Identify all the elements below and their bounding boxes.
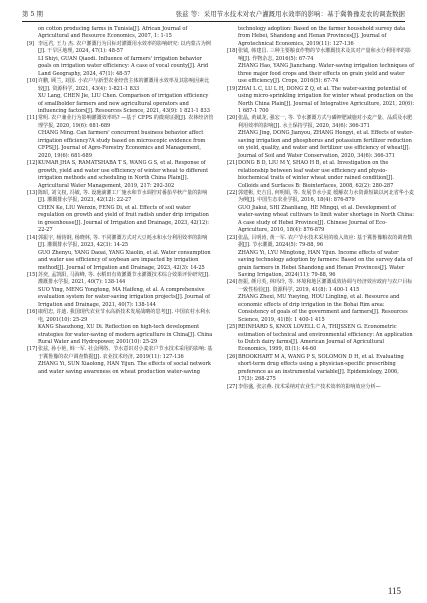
reference-text: 张兹, 孙小艳, 韩一军. 社会网络、节水意识对小麦农户节水技术采用的影响: 基于冀鲁豫的农户调查数据[J]. 农业技术经济, 2019(11): 127-136 xyxy=(38,346,213,360)
reference-number xyxy=(227,294,238,324)
reference-entry xyxy=(27,130,214,160)
reference-entry xyxy=(227,324,414,354)
reference-text: ZHAI L C, LU L H, DONG Z Q, et al. The water-saving potential of using micro-sprinkling irrigation for winter wheat production on the North China Plain[J]. Journal of Integrative Agriculture, 2021, 20(6): 1 687-1 700 xyxy=(238,85,414,114)
reference-number: [12] xyxy=(27,160,38,167)
reference-number: [11] xyxy=(27,115,38,122)
reference-text: GUO Zhenyu, YANG Daoai, YANG Xiaolin, et al. Water consumption and water use efficiency of soybean are impacted by irrigation method[J]. Journal of Irrigation and Drainage, 2023, 42(3): 14-25 xyxy=(38,249,211,271)
reference-entry xyxy=(227,130,414,160)
reference-number xyxy=(27,26,38,41)
reference-number xyxy=(227,63,238,85)
reference-entry xyxy=(27,115,214,130)
reference-number: [9] xyxy=(27,40,35,47)
running-header xyxy=(22,10,405,18)
reference-number xyxy=(27,93,38,115)
reference-entry xyxy=(27,346,214,361)
reference-number: [13] xyxy=(27,189,38,196)
reference-entry xyxy=(27,190,214,205)
reference-entry xyxy=(27,324,214,346)
reference-entry xyxy=(27,272,214,287)
reference-number: [25] xyxy=(227,324,238,331)
reference-text: 詹振, 颜月英, 林玛玲, 等. 环境和地区灌溉成效协调与经济效应政府与农户目标一致性检验[J]. 资源科学, 2019, 41(8): 1 400-1 415 xyxy=(238,279,413,293)
reference-number xyxy=(227,205,238,235)
reference-text: ZHANG Yi, SUN Xiaolong, HAN Yijun. The effects of social network and water saving awareness on wheat production water-saving xyxy=(38,361,211,375)
reference-number: [19] xyxy=(227,85,238,92)
reference-number xyxy=(27,287,38,309)
reference-text: LI Shiyi, GUAN Qiaodi. Influence of farmers' irrigation behavior goals on irrigation water efficiency: A case of vocal county[J]. Arid Land Geography, 2024, 47(1): 48-57 xyxy=(38,55,209,77)
reference-text: SUO Ying, MENG Yongtong, MA Haifeng, et al. A comprehensive evaluation system for water-saving irrigation projects[J]. Journal of Irrigation and Drainage, 2021, 40(7): 138-144 xyxy=(38,286,211,308)
reference-text: GUO Jiakui, SHI Zhanliang, HE Mingqi, et al. Development of water-saving wheat cultivars to limit water shortage in North China: A case study of Hebei Province[J]. Chinese Journal of Eco-Agriculture, 2010, 18(4): 876-879 xyxy=(238,204,414,234)
reference-text: DONG B D, LIU M Y, SHAO H B, et al. Investigation on the relationship between leaf water use efficiency and physio-biochemical traits of winter wheat under rained condition[J]. Colloids and Surfaces B: Biointerfaces, 2008, 62(2): 280-287 xyxy=(238,160,394,189)
reference-text: 郭建彬, 史吉昌, 何明娟, 等. 发展节水小麦 缓解农力水资源短缺以河北省华小麦为例[J]. 中国生态农业学报, 2016, 18(4): 876-879 xyxy=(238,189,414,204)
reference-entry xyxy=(227,235,414,250)
reference-number: [10] xyxy=(27,78,38,85)
reference-entry xyxy=(27,56,214,78)
reference-entry xyxy=(227,384,414,391)
reference-number xyxy=(27,324,38,346)
reference-text: REINHARD S, KNOX LOVELL C A, THIJSSEN G. Econometric estimation of technical and environmental efficiency: An application to Dutch dairy farms[J]. American Journal of Agricultural Economics, 1999, 81(1): 44-60 xyxy=(238,324,413,353)
reference-text: CHANG Ming. Can farmers' concurrent business behavior affect irrigation efficiency?A study based on microscopic evidence from CFPS[J]. Journal of Agro-Forestry Economics and Management, 2020, 19(6): 681-689 xyxy=(38,130,206,159)
reference-text: 常明. 农户兼业行为影响灌溉效率吗? —基于 CFPS 的微观证据[J]. 农林经济管理学报, 2020, 19(6): 681-689 xyxy=(38,115,214,129)
reference-entry xyxy=(227,160,414,190)
reference-number xyxy=(27,361,38,376)
reference-entry xyxy=(27,26,214,41)
reference-text: KANG Shaozhong, XU Di. Reflection on high-tech development strategies for water-saving of modern agriculture in China[J]. China Rural Water and Hydropower, 2001(10): 25-29 xyxy=(38,324,213,346)
reference-text: 苏奕, 孟凯阳, 马海峰, 等. 水稻田有效灌溉节水灌溉技术综合效果评价研究[J]. 灌溉排水学报, 2021, 40(7): 138-144 xyxy=(38,271,210,286)
reference-number: [24] xyxy=(227,279,238,286)
reference-number xyxy=(227,130,238,160)
reference-entry xyxy=(27,250,214,272)
reference-entry xyxy=(227,115,414,130)
reference-number xyxy=(27,56,38,78)
reference-number: [16] xyxy=(27,309,38,316)
reference-entry xyxy=(27,287,214,309)
reference-text: ZHANG Jing, DONG Jianyou, ZHANG Hongyi, et al. Effects of water-saving irrigation and phosphorus and potassium fertilizer reduction on yield, quality, and water and fertilizer use efficiency of wheat[J]. Journal of Soil and Water Conservation, 2020, 34(6): 366-371 xyxy=(238,130,414,159)
running-title: 张兹 等：采用节水技术对农户灌溉用水效率的影响：基于冀鲁豫麦农的调查数据 xyxy=(175,10,405,18)
reference-number xyxy=(27,250,38,272)
reference-text: CHEN Ke, LIU Wenxin, FENG Di, et al. Effects of soil water regulation on growth and yield of fruit radish under drip irrigation in greenhouse[J]. Journal of Irrigation and Drainage, 2023, 42(12): 22-27 xyxy=(38,204,209,234)
reference-number: [27] xyxy=(227,383,238,390)
reference-entry xyxy=(227,354,414,384)
reference-column-left xyxy=(27,26,214,376)
reference-text: technology adoption: Based on the farmer household survey data from Hebei, Shandong and Henan Provinces[J]. Journal of Agrotechnical Economics, 2019(11): 127-136 xyxy=(238,26,406,47)
reference-number: [26] xyxy=(227,353,238,360)
reference-entry xyxy=(27,235,214,250)
reference-number: [20] xyxy=(227,115,238,122)
reference-entry xyxy=(27,160,214,190)
reference-entry xyxy=(227,63,414,85)
reference-entry xyxy=(227,86,414,116)
reference-entry xyxy=(227,190,414,205)
page-number: 115 xyxy=(387,586,401,596)
reference-text: BROOKHART M A, WANG P S, SOLOMON D H, et al. Evaluating short-term drug effects using a physician-specific prescribing preference as an instrumental variable[J]. Epidemiology, 2006, 17(3): 268-275 xyxy=(238,353,404,383)
reference-entry xyxy=(227,48,414,63)
reference-text: 张晶, 吕明涛, 黄一军. 农户节水技术采用的收入效应: 基于冀鲁豫粮农的调查数据[J]. 节水灌溉, 2024(5): 79-88, 96 xyxy=(238,234,413,249)
reference-entry xyxy=(27,205,214,235)
reference-text: ZHANG Zhexi, MU Yueying, HOU Lingling, et al. Resource and economic effects of drip irrigation in the Bohai Rim area: Consistency of goals of the government and farmers[J]. Resources Science, 2019, 41(8): 1 400-1 415 xyxy=(238,294,408,323)
reference-text: ZHANG Hao, YANG Jianchang. Water-saving irrigation techniques of three major food crops and their effects on grain yield and water use efficiency[J]. Crops, 2016(5): 67-74 xyxy=(238,63,414,85)
reference-entry xyxy=(227,205,414,235)
reference-text: 康绍忠, 许迪. 我国现代农业节水高新技术发展战略的思考[J]. 中国农村水利水电, 2001(10): 25-29 xyxy=(38,309,211,323)
reference-text: 李俗盛, 张宗燕. 技术采纳对农业生产技术效率的影响效应分析— xyxy=(238,383,381,390)
reference-entry xyxy=(227,279,414,294)
reference-number: [17] xyxy=(27,346,38,353)
reference-entry xyxy=(227,250,414,280)
reference-entry xyxy=(27,309,214,324)
reference-number xyxy=(227,250,238,280)
reference-number: [18] xyxy=(227,48,238,55)
reference-number: [23] xyxy=(227,234,238,241)
reference-entry xyxy=(27,93,214,115)
reference-entry xyxy=(27,41,214,56)
reference-number: [14] xyxy=(27,234,38,241)
reference-number: [22] xyxy=(227,189,238,196)
header-divider xyxy=(22,21,405,22)
reference-number xyxy=(27,130,38,160)
reference-text: on cotton producing farms in Tunisia[J]. African Journal of Agricultural and Resource Economics, 2007, 1: 1-15 xyxy=(38,26,188,40)
reference-entry xyxy=(227,294,414,324)
reference-text: KUMAR JHA S, RAMATSHABA T S, WANG G S, et al. Response of growth, yield and water use efficiency of winter wheat to different irrigation methods and scheduling in North China Plain[J]. Agricultural Water Management, 2019, 217: 292-302 xyxy=(38,160,209,189)
reference-text: 张晶, 黄斌龙, 强宏一, 等. 节水灌溉方式与磷钾肥减施对小麦产量、品质及水肥利用效率的影响[J]. 水土保持学报, 2020, 34(6): 366-371 xyxy=(238,115,413,129)
reference-number xyxy=(27,205,38,235)
reference-number: [15] xyxy=(27,271,38,278)
reference-entry xyxy=(227,26,414,48)
reference-entry xyxy=(27,361,214,376)
reference-number xyxy=(227,26,238,48)
issue-number: 第 5 期 xyxy=(22,10,43,18)
reference-column-right xyxy=(227,26,414,391)
reference-text: 张钺, 韩建昌. 三种主要粮食作物的节水灌溉技术及其对产量和水分利用率的影响[J]. 作物杂志, 2016(5): 67-74 xyxy=(238,48,411,62)
reference-text: XU Lang, CHEN Jie, LIU Chen. Comparison of irrigation efficiency of smallholder farmers and new agricultural operators and influencing factors[J]. Resources Science, 2021, 43(9): 1 821-1 833 xyxy=(38,93,210,114)
reference-text: 许鹏, 顾兰, 刘国. 小农户与新型农业经营主体的灌溉用水效率及其影响因素比较[J]. 资源科学, 2021, 43(4): 1-821-1 833 xyxy=(38,78,210,92)
reference-text: ZHANG Yi, LYU Mingtong, HAN Yijun. Income effects of water saving technology adoption by farmers: Based on the survey data of grain farmers in Hebei Shandong and Henan Provinces[J]. Water Saving Irrigation, 2024(11): 79-88, 96 xyxy=(238,249,413,278)
reference-text: 郭振宇, 杨钧钢, 杨晓林, 等. 不同灌溉方式对大豆耗水和水分利用效率的影响[J]. 灌溉排水学报, 2023, 42(3): 14-25 xyxy=(38,234,208,249)
reference-text: 李远君, 王力 杰. 农户灌溉行为目标对灌溉用水效率的影响研究: 以内蒙古为例[J]. 干旱区地理, 2024, 47(1): 48-57 xyxy=(38,40,211,55)
reference-entry xyxy=(27,78,214,93)
reference-text: 陈昭, 刘文权, 冯敏, 等. 设施滴灌工厂施水和节水调控对番茄早秋产量的影响[J]. 灌溉排水学报, 2023, 42(12): 22-27 xyxy=(38,189,208,204)
reference-number: [21] xyxy=(227,160,238,167)
